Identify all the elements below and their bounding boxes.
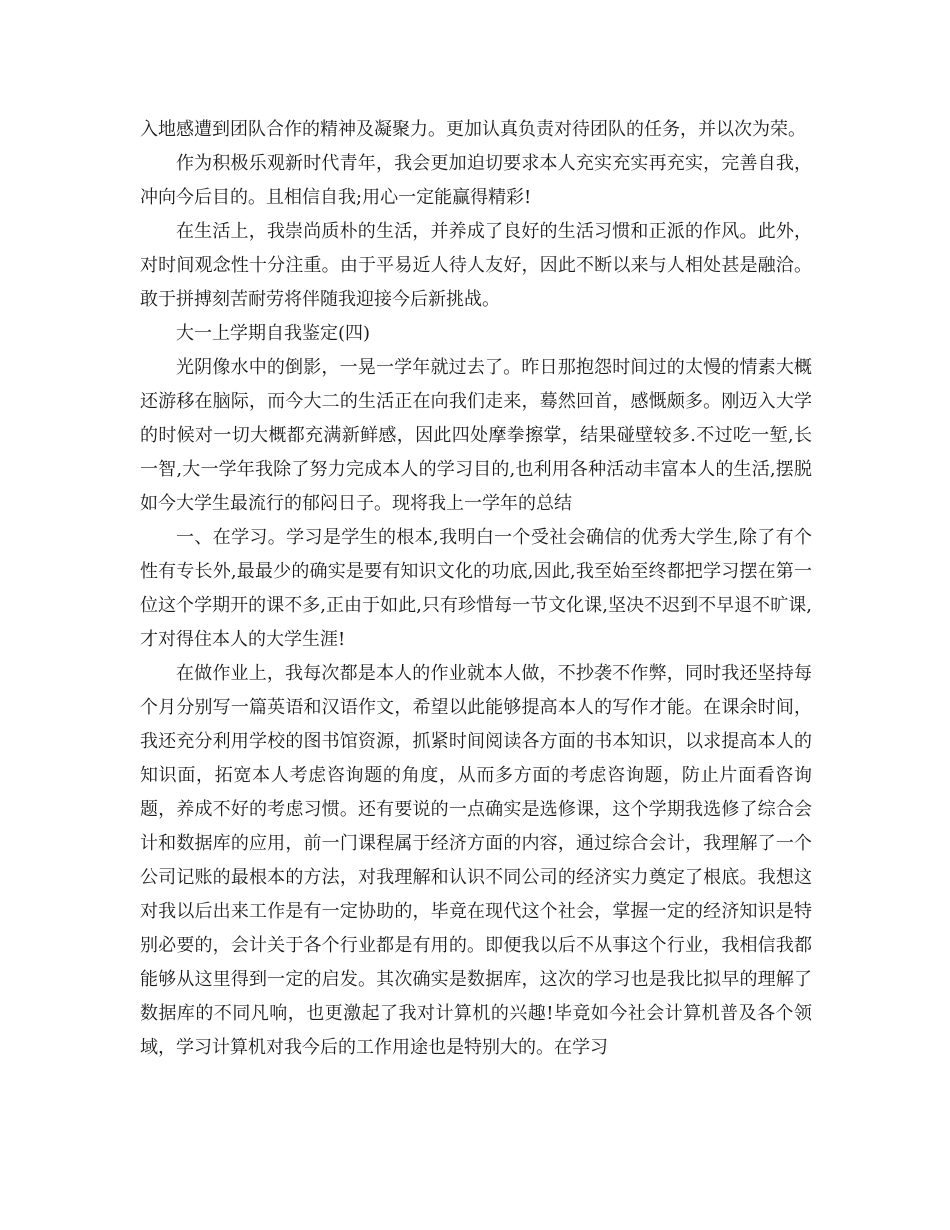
paragraph-life: 在生活上，我崇尚质朴的生活，并养成了良好的生活习惯和正派的作风。此外，对时间观念性十分注重。由于平易近人待人友好，因此不断以来与人相处甚是融洽。敢于拼搏刻苦耐劳将伴随我迎接今后新挑战。 xyxy=(140,221,812,310)
paragraph-study: 一、在学习。学习是学生的根本,我明白一个受社会确信的优秀大学生,除了有个性有专长外,最最少的确实是要有知识文化的功底,因此,我至始至终都把学习摆在第一位这个学期开的课不多,正由于如此,只有珍惜每一节文化课,坚决不迟到不早退不旷课,才对得住本人的大学生涯! xyxy=(140,527,812,650)
paragraph-homework: 在做作业上，我每次都是本人的作业就本人做，不抄袭不作弊，同时我还坚持每个月分别写一篇英语和汉语作文，希望以此能够提高本人的写作才能。在课余时间，我还充分利用学校的图书馆资源，抓紧时间阅读各方面的书本知识，以求提高本人的知识面，拓宽本人考虑咨询题的角度，从而多方面的考虑咨询题，防止片面看咨询题，养成不好的考虑习惯。还有要说的一点确实是选修课，这个学期我选修了综合会计和数据库的应用，前一门课程属于经济方面的内容，通过综合会计，我理解了一个公司记账的最根本的方法，对我理解和认识不同公司的经济实力奠定了根底。我想这对我以后出来工作是有一定协助的，毕竟在现代这个社会，掌握一定的经济知识是特别必要的，会计关于各个行业都是有用的。即便我以后不从事这个行业，我相信我都能够从这里得到一定的启发。其次确实是数据库，这次的学习也是我比拟早的理解了数据库的不同凡响，也更激起了我对计算机的兴趣!毕竟如今社会计算机普及各个领域，学习计算机对我今后的工作用途也是特别大的。在学习 xyxy=(140,663,812,1058)
paragraph-reflection: 光阴像水中的倒影，一晃一学年就过去了。昨日那抱怨时间过的太慢的情素大概还游移在脑际，而今大二的生活正在向我们走来，蓦然回首，感慨颇多。刚迈入大学的时候对一切大概都充满新鲜感，因此四处摩拳擦掌，结果碰壁较多.不过吃一堑,长一智,大一学年我除了努力完成本人的学习目的,也利用各种活动丰富本人的生活,摆脱如今大学生最流行的郁闷日子。现将我上一学年的总结 xyxy=(140,357,812,514)
paragraph-team-spirit: 入地感遭到团队合作的精神及凝聚力。更加认真负责对待团队的任务，并以次为荣。 xyxy=(140,119,806,140)
paragraph-youth-goals: 作为积极乐观新时代青年，我会更加迫切要求本人充实充实再充实，完善自我，冲向今后目的。且相信自我;用心一定能赢得精彩! xyxy=(140,153,812,208)
document-body xyxy=(140,113,812,1065)
section-heading: 大一上学期自我鉴定(四) xyxy=(176,323,371,344)
